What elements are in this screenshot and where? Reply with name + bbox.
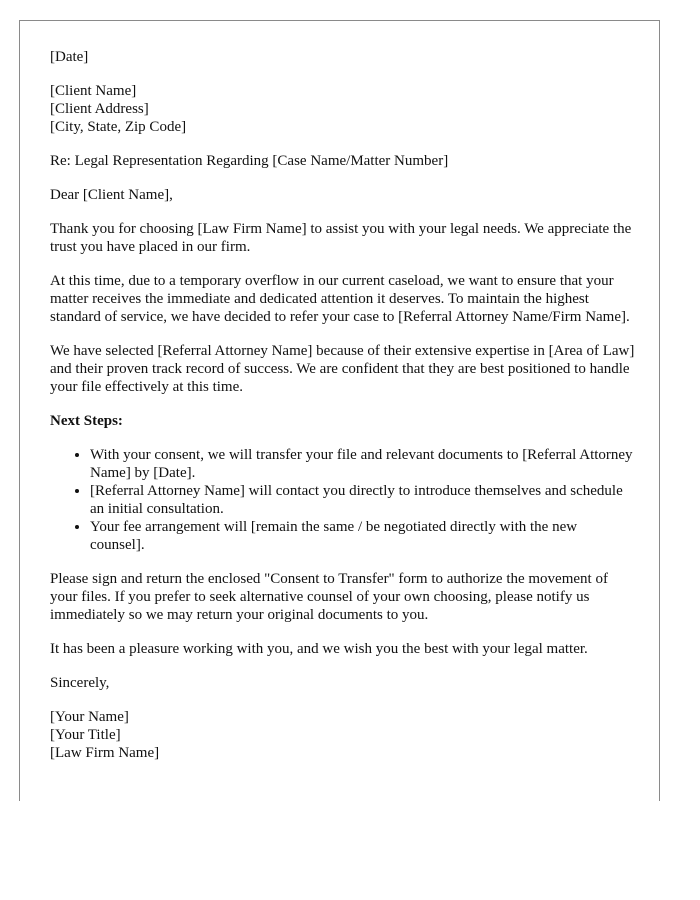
signature-block <box>50 708 635 762</box>
recipient-name: [Client Name] <box>50 83 137 99</box>
body-paragraph-3: We have selected [Referral Attorney Name] because of their extensive expertise in [Area of Law] and their proven track record of success. We are confident that they are best positioned to handle your file effectively at this time. <box>50 343 635 395</box>
letter-date: [Date] <box>50 49 89 65</box>
list-item: • Your fee arrangement will [remain the same / be negotiated directly with the new counsel]. <box>90 518 635 554</box>
recipient-address: [Client Address] <box>50 101 149 117</box>
body-paragraph-1: Thank you for choosing [Law Firm Name] to assist you with your legal needs. We appreciate the trust you have placed in our firm. <box>50 221 632 255</box>
list-item: • [Referral Attorney Name] will contact you directly to introduce themselves and schedule an initial consultation. <box>90 482 635 518</box>
recipient-city-state-zip: [City, State, Zip Code] <box>50 119 187 135</box>
body-paragraph-2: At this time, due to a temporary overflow in our current caseload, we want to ensure that your matter receives the immediate and dedicated attention it deserves. To maintain the highest standard of service, we have decided to refer your case to [Referral Attorney Name/Firm Name]. <box>50 273 630 325</box>
signature-firm: [Law Firm Name] <box>50 745 160 761</box>
salutation: Dear [Client Name], <box>50 187 173 203</box>
list-item: • With your consent, we will transfer your file and relevant documents to [Referral Attorney Name] by [Date]. <box>90 446 635 482</box>
signature-title: [Your Title] <box>50 727 121 743</box>
next-steps-list <box>50 446 635 554</box>
closing-paragraph-2: It has been a pleasure working with you, and we wish you the best with your legal matter. <box>50 641 588 657</box>
signature-name: [Your Name] <box>50 709 129 725</box>
recipient-address-block <box>50 82 635 136</box>
letter-page <box>19 20 660 801</box>
closing-paragraph-1: Please sign and return the enclosed "Consent to Transfer" form to authorize the movement of your files. If you prefer to seek alternative counsel of your own choosing, please notify us immediately so we may return your original documents to you. <box>50 571 608 623</box>
valediction: Sincerely, <box>50 675 110 691</box>
subject-line: Re: Legal Representation Regarding [Case Name/Matter Number] <box>50 153 449 169</box>
letter-body <box>50 48 635 778</box>
next-steps-heading: Next Steps: <box>50 413 123 429</box>
